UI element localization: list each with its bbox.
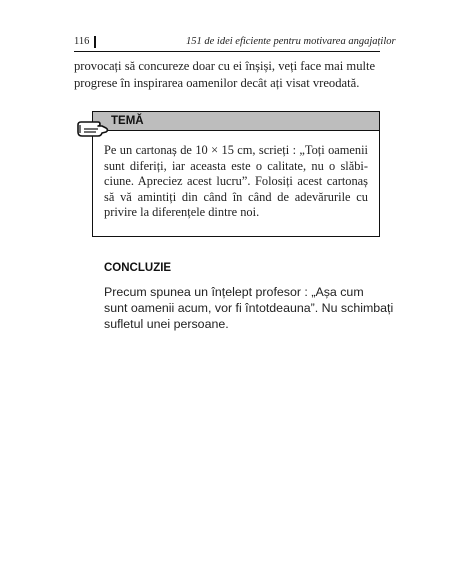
intro-paragraph — [74, 58, 375, 91]
running-title: 151 de idei eficiente pentru motivarea angajaților — [186, 36, 396, 47]
header-divider-bar — [94, 36, 96, 48]
tema-line: sunt diferiți, iar aceasta este o calitate, nu o slăbi- — [104, 158, 368, 173]
conclusion-line: sufletul unei persoane. — [104, 317, 229, 331]
intro-line-1: provocați să concureze doar cu ei înșiși, veți face mai multe — [74, 59, 376, 73]
tema-text — [104, 143, 368, 221]
tema-label: TEMĂ — [111, 115, 144, 127]
page-number: 116 — [74, 36, 90, 47]
conclusion-line: sunt oamenii acum, vor fi întotdeauna”. Nu schimbați — [104, 301, 394, 315]
tema-header — [93, 112, 379, 131]
header-rule — [74, 51, 380, 52]
tema-line: privire la diferențele dintre noi. — [104, 205, 260, 220]
intro-line-2: progrese în inspirarea oamenilor decât ați visat vreodată. — [74, 75, 360, 90]
tema-line: ciune. Apreciez acest lucru”. Folosiți acest cartonaș — [104, 174, 368, 189]
conclusion-line: Precum spunea un înțelept profesor : „Așa cum — [104, 285, 364, 299]
hand-pointing-icon — [76, 117, 110, 141]
tema-line: să vă amintiți din când în când de adevărurile cu — [104, 189, 368, 204]
conclusion-text — [104, 284, 394, 332]
tema-line: Pe un cartonaș de 10 × 15 cm, scrieți : „Toți oamenii — [104, 143, 368, 157]
conclusion-title: CONCLUZIE — [104, 262, 172, 274]
